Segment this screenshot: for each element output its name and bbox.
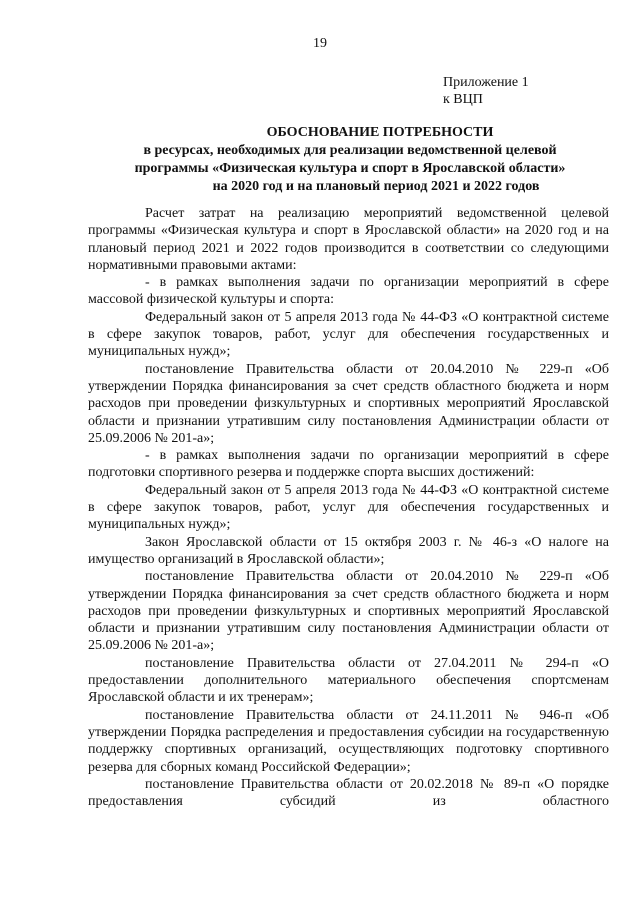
title-line-4: на 2020 год и на плановый период 2021 и 2022 годов: [212, 179, 540, 194]
appendix-note: [443, 74, 529, 108]
appendix-line-2: к ВЦП: [443, 92, 483, 107]
page-number: 19: [313, 36, 327, 51]
paragraph-resolution-229-repeat: постановление Правительства области от 20.04.2010 № 229-п «Об утверждении Порядка финансирования за счет средств областного бюджета и норм расходов при проведении физкультурных и спортивных мероприятий Ярославской области и признании утратившим силу постановления Администрации области от 25.09.2006 № 201-а»;: [88, 569, 609, 654]
appendix-line-1: Приложение 1: [443, 75, 529, 90]
title-heading: ОБОСНОВАНИЕ ПОТРЕБНОСТИ: [266, 125, 494, 140]
paragraph-federal-law-44: Федеральный закон от 5 апреля 2013 года № 44-ФЗ «О контрактной системе в сфере закупок товаров, работ, услуг для обеспечения государственных и муниципальных нужд»;: [88, 309, 609, 360]
paragraph-resolution-946: постановление Правительства области от 24.11.2011 № 946-п «Об утверждении Порядка распределения и предоставления субсидии на государственную поддержку спортивных организаций, осуществляющих подготовку спортивного резерва для сборных команд Российской Федерации»;: [88, 707, 609, 775]
document-title: [100, 124, 600, 196]
paragraph-task-mass-sport: - в рамках выполнения задачи по организации мероприятий в сфере массовой физической культуры и спорта:: [88, 275, 609, 308]
paragraph-resolution-229: постановление Правительства области от 20.04.2010 № 229-п «Об утверждении Порядка финансирования за счет средств областного бюджета и норм расходов при проведении физкультурных и спортивных мероприятий Ярославской области и признании утратившим силу постановления Администрации области от 25.09.2006 № 201-а»;: [88, 361, 609, 446]
paragraph-regional-law-46: Закон Ярославской области от 15 октября 2003 г. № 46-з «О налоге на имущество организаций в Ярославской области»;: [88, 534, 609, 567]
title-line-3: программы «Физическая культура и спорт в Ярославской области»: [134, 161, 566, 176]
paragraph-task-reserve: - в рамках выполнения задачи по организации мероприятий в сфере подготовки спортивного резерва и поддержке спорта высших достижений:: [88, 448, 609, 481]
paragraph-intro: Расчет затрат на реализацию мероприятий ведомственной целевой программы «Физическая культура и спорт в Ярославской области» на 2020 год и на плановый период 2021 и 2022 годов производится в соответствии со следующими нормативными правовыми актами:: [88, 206, 609, 273]
paragraph-resolution-89: постановление Правительства области от 20.02.2018 № 89-п «О порядке предоставления субсидий из областного: [88, 776, 609, 810]
title-line-2: в ресурсах, необходимых для реализации ведомственной целевой: [143, 143, 557, 158]
document-body: [88, 205, 609, 810]
paragraph-resolution-294: постановление Правительства области от 27.04.2011 № 294-п «О предоставлении дополнительного материального обеспечения спортсменам Ярославской области и их тренерам»;: [88, 655, 609, 706]
paragraph-federal-law-44-repeat: Федеральный закон от 5 апреля 2013 года № 44-ФЗ «О контрактной системе в сфере закупок товаров, работ, услуг для обеспечения государственных и муниципальных нужд»;: [88, 482, 609, 533]
